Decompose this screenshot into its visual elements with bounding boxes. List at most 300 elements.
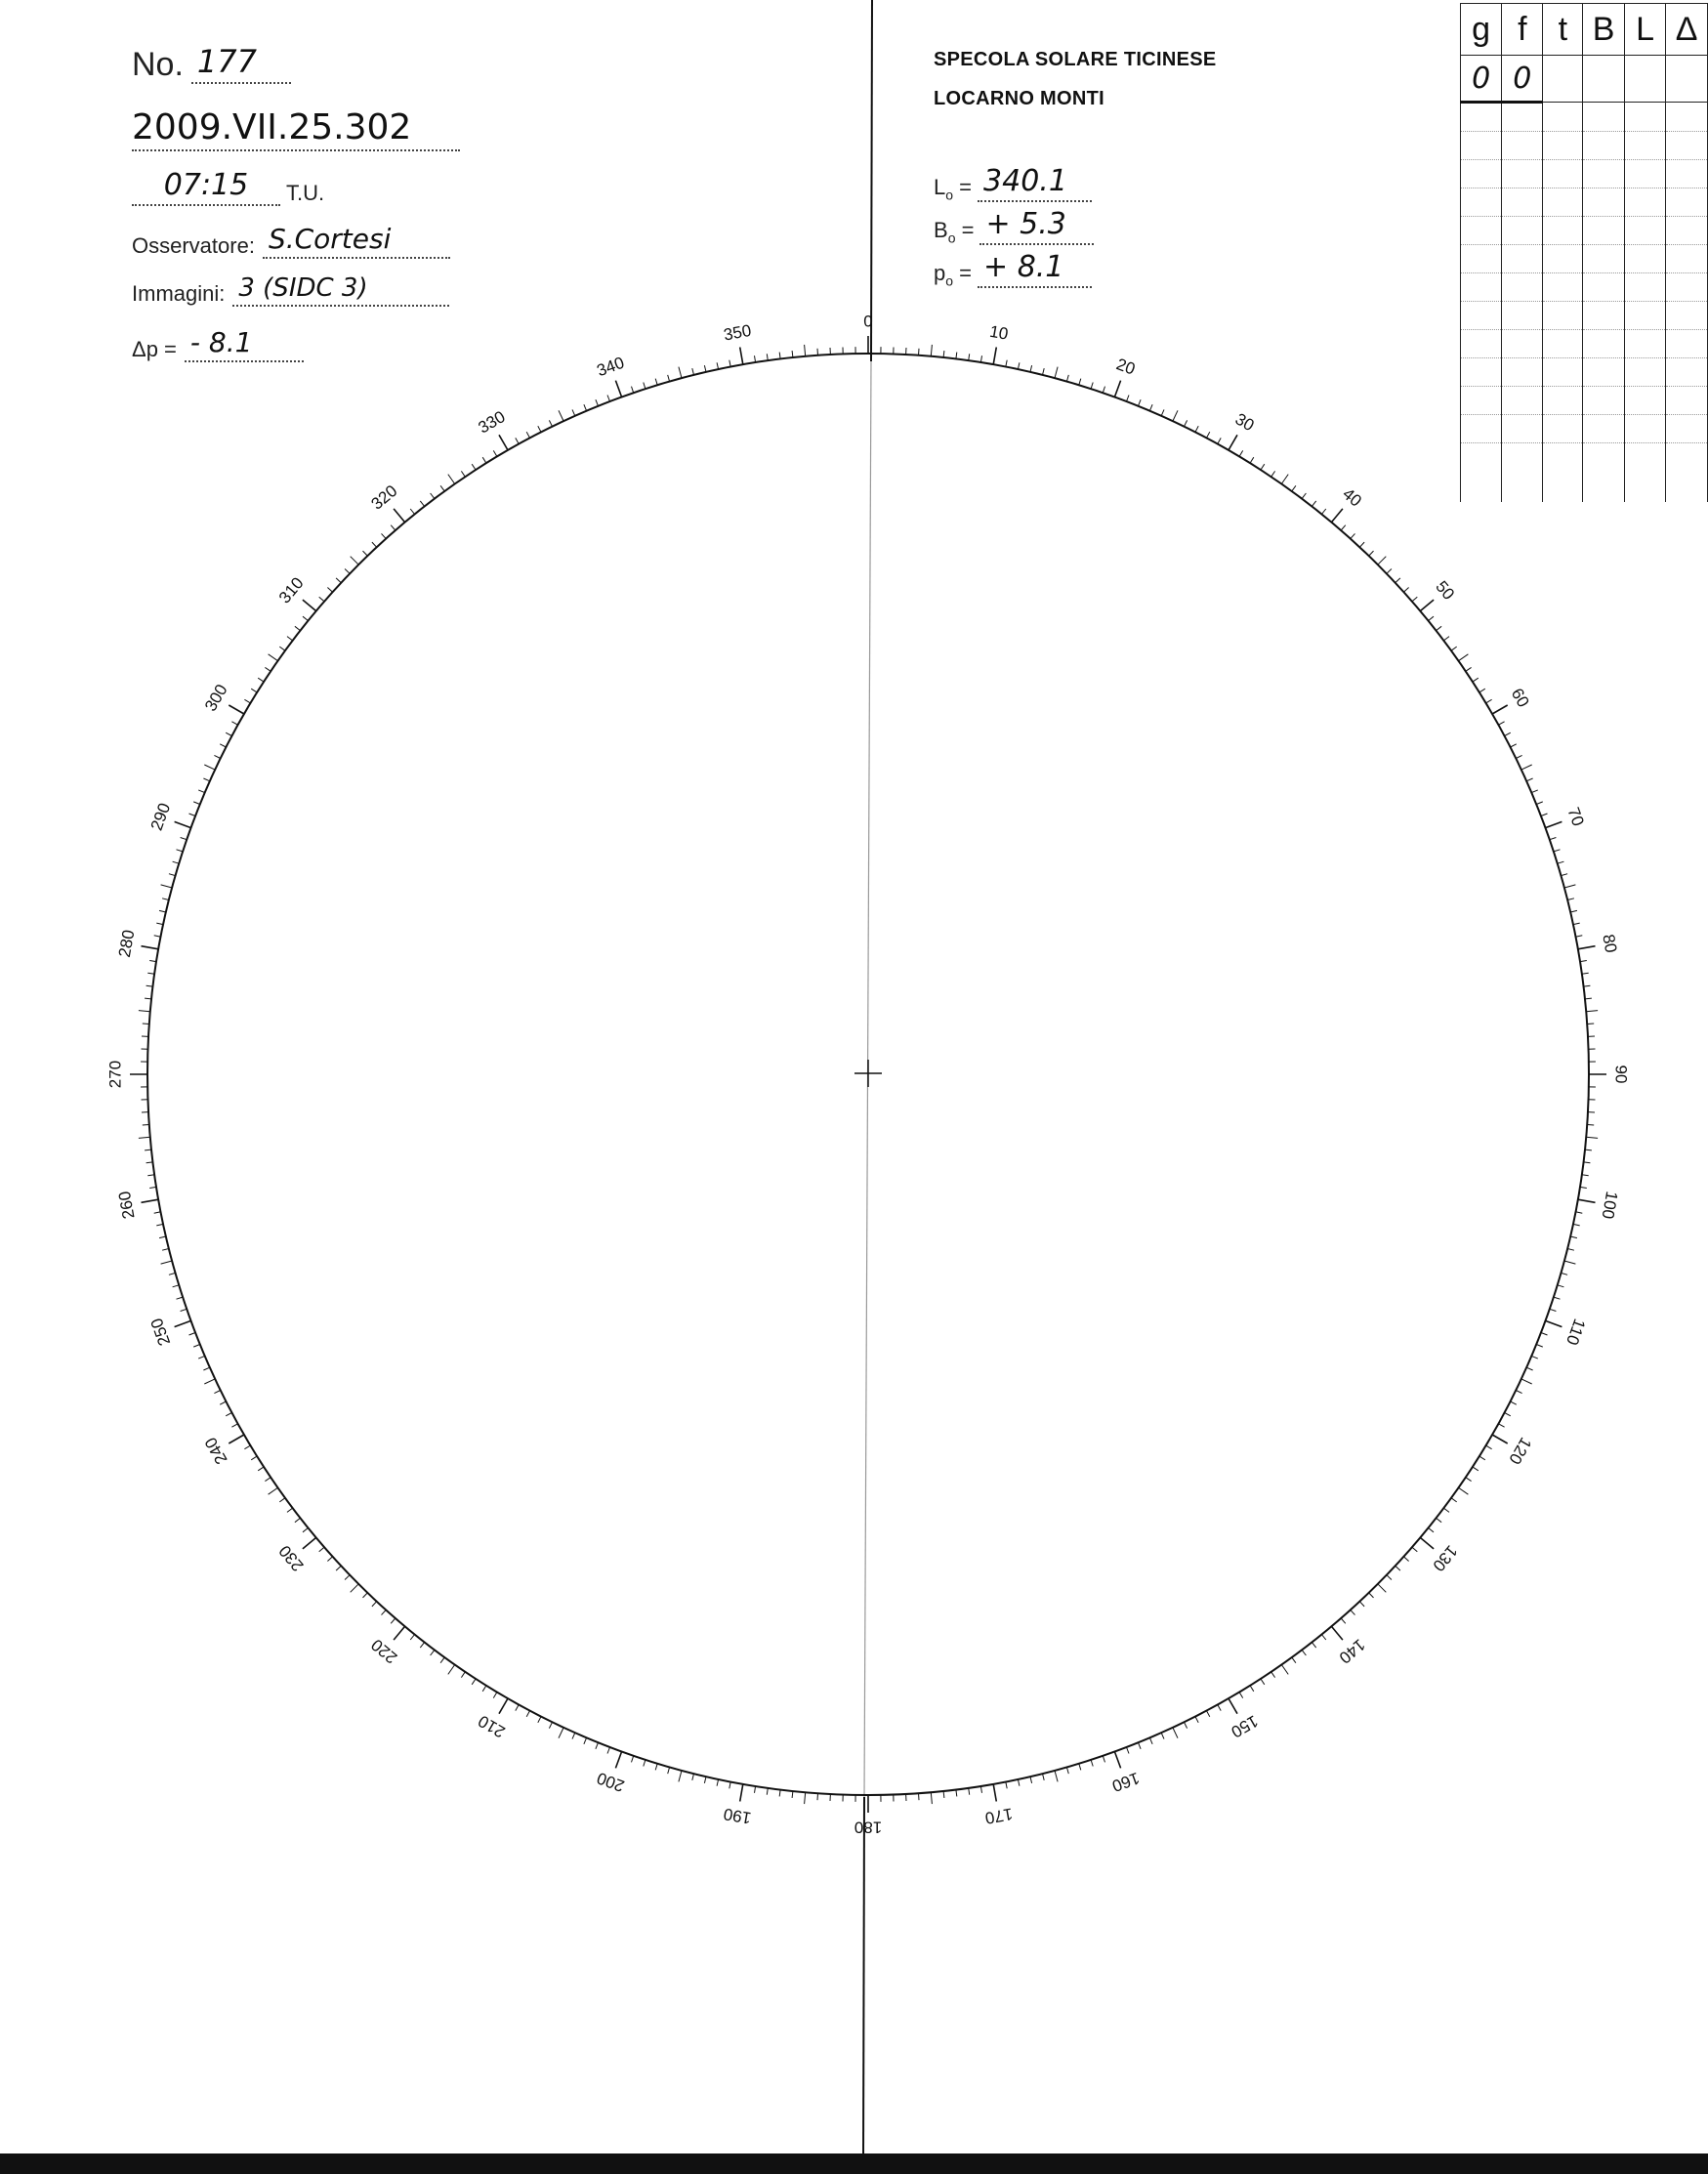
- dial-tick: [1437, 1518, 1442, 1522]
- dial-tick: [319, 597, 324, 602]
- dial-label-130: 130: [1429, 1541, 1462, 1575]
- dial-tick: [269, 1487, 278, 1494]
- dial-tick: [327, 588, 332, 593]
- dial-tick: [1127, 396, 1130, 402]
- dial-tick: [1321, 1635, 1325, 1641]
- dial-tick: [956, 353, 957, 359]
- dial-tick: [244, 699, 250, 703]
- dial-tick: [956, 1790, 957, 1797]
- table-header-g: g: [1461, 4, 1502, 56]
- dial-label-80: 80: [1599, 933, 1621, 955]
- dial-tick: [265, 667, 271, 671]
- dial-tick: [1561, 1273, 1567, 1275]
- dial-label-160: 160: [1109, 1768, 1143, 1796]
- dial-tick: [169, 874, 176, 876]
- dial-tick: [1585, 998, 1592, 999]
- dial-tick: [143, 1125, 149, 1126]
- dial-tick: [229, 705, 244, 714]
- dial-tick: [1550, 838, 1557, 840]
- dial-tick: [1250, 1686, 1254, 1692]
- dial-tick: [1341, 1618, 1346, 1623]
- disk-center-cross: [854, 1060, 882, 1087]
- dial-tick: [549, 420, 552, 426]
- table-header-B: B: [1583, 4, 1625, 56]
- dial-tick: [1578, 1199, 1596, 1202]
- dial-tick: [692, 1774, 694, 1780]
- dial-tick: [220, 1401, 226, 1404]
- dial-tick: [679, 1771, 682, 1782]
- dial-tick: [1292, 1657, 1296, 1663]
- dial-tick: [1359, 542, 1364, 547]
- dial-tick: [1378, 1584, 1387, 1593]
- record-number-label: No.: [132, 46, 184, 83]
- dial-tick: [1564, 885, 1576, 888]
- dial-tick: [1420, 600, 1434, 611]
- dial-tick: [767, 354, 768, 360]
- dial-tick: [1250, 457, 1254, 463]
- dial-tick: [1103, 1756, 1104, 1763]
- dial-tick: [1554, 1297, 1561, 1299]
- dial-tick: [1582, 1175, 1589, 1176]
- dial-tick: [461, 471, 465, 477]
- table-cell-g[interactable]: 0: [1461, 56, 1502, 103]
- dial-tick: [162, 1249, 169, 1251]
- record-number-value[interactable]: 177: [191, 43, 291, 84]
- dial-label-250: 250: [146, 1316, 175, 1349]
- dial-label-220: 220: [367, 1635, 401, 1668]
- dial-tick: [559, 1728, 563, 1738]
- dial-tick: [1526, 1367, 1532, 1370]
- dial-tick: [156, 923, 163, 925]
- L0-subscript: o: [945, 187, 954, 202]
- dial-tick: [1387, 569, 1392, 574]
- dial-tick: [1139, 399, 1142, 406]
- dial-tick: [279, 647, 285, 650]
- dial-tick: [1473, 678, 1479, 682]
- dial-tick: [204, 765, 215, 770]
- dial-tick: [482, 1686, 486, 1692]
- dial-tick: [729, 1781, 730, 1788]
- delta-p-value[interactable]: - 8.1: [185, 326, 304, 362]
- dial-tick: [1492, 705, 1508, 714]
- dial-tick: [919, 349, 920, 355]
- dial-tick: [1066, 375, 1068, 382]
- dial-tick: [1584, 1162, 1591, 1163]
- dial-tick: [345, 1575, 350, 1580]
- dial-tick: [717, 1779, 719, 1786]
- dial-tick: [265, 1478, 271, 1482]
- dial-tick: [1573, 923, 1580, 925]
- dial-tick: [147, 1175, 154, 1176]
- dial-tick: [431, 493, 435, 499]
- dial-label-270: 270: [105, 1060, 125, 1089]
- central-meridian-top: [871, 0, 872, 361]
- dial-tick: [145, 998, 151, 999]
- dial-tick: [244, 1445, 250, 1449]
- dial-label-120: 120: [1505, 1434, 1536, 1468]
- dial-tick: [931, 1792, 932, 1804]
- dial-tick: [1466, 667, 1472, 671]
- dial-tick: [287, 637, 293, 641]
- dial-tick: [472, 1679, 476, 1685]
- dial-tick: [1114, 1752, 1120, 1769]
- dial-label-320: 320: [367, 481, 401, 514]
- dial-tick: [1018, 362, 1020, 369]
- dial-tick: [1351, 1610, 1355, 1614]
- dial-tick: [755, 1786, 756, 1793]
- dial-label-110: 110: [1562, 1316, 1590, 1348]
- dial-label-150: 150: [1228, 1711, 1262, 1742]
- dial-tick: [251, 1456, 257, 1460]
- dial-tick: [559, 410, 563, 421]
- dial-tick: [372, 542, 377, 547]
- dial-tick: [817, 349, 818, 355]
- dial-tick: [231, 722, 237, 725]
- dial-tick: [1403, 1557, 1408, 1562]
- dial-tick: [372, 1602, 377, 1607]
- dial-tick: [1492, 1435, 1508, 1443]
- dial-tick: [287, 1508, 293, 1512]
- dial-tick: [251, 689, 257, 692]
- dial-tick: [175, 821, 191, 827]
- dial-tick: [1429, 1527, 1435, 1531]
- dial-tick: [149, 1187, 156, 1188]
- dial-tick: [231, 1424, 237, 1427]
- dial-tick: [792, 351, 793, 357]
- observer-value[interactable]: S.Cortesi: [263, 223, 450, 259]
- dial-tick: [655, 379, 657, 386]
- dial-tick: [146, 1162, 153, 1163]
- dial-tick: [226, 1413, 231, 1416]
- dial-tick: [382, 533, 387, 538]
- dial-tick: [644, 1760, 646, 1767]
- dial-tick: [1239, 450, 1243, 456]
- dial-tick: [1570, 910, 1577, 912]
- dial-tick: [805, 345, 806, 356]
- dial-tick: [1292, 485, 1296, 491]
- dial-tick: [319, 1547, 324, 1552]
- p0-value[interactable]: + 8.1: [978, 250, 1092, 288]
- dial-tick: [1459, 1487, 1469, 1494]
- dial-tick: [632, 1756, 634, 1763]
- dial-tick: [1505, 1413, 1511, 1416]
- dial-label-300: 300: [200, 681, 231, 715]
- dial-tick: [740, 1784, 743, 1802]
- dial-tick: [943, 1791, 944, 1798]
- dial-tick: [969, 1788, 970, 1795]
- dial-tick: [226, 732, 231, 735]
- dial-tick: [1541, 1333, 1548, 1336]
- dial-tick: [1437, 626, 1442, 630]
- dial-tick: [482, 457, 486, 463]
- dial-tick: [1546, 821, 1562, 827]
- dial-tick: [1575, 936, 1582, 937]
- dial-label-240: 240: [200, 1434, 231, 1468]
- dial-tick: [363, 1593, 368, 1598]
- dial-tick: [526, 1711, 529, 1717]
- dial-tick: [1499, 722, 1505, 725]
- delta-p-label: Δp =: [132, 337, 177, 361]
- dial-tick: [1582, 973, 1589, 974]
- dial-tick: [173, 1285, 180, 1287]
- dial-tick: [1473, 1467, 1479, 1471]
- dial-tick: [1218, 1705, 1221, 1711]
- dial-tick: [1207, 1711, 1210, 1717]
- images-value[interactable]: 3 (SIDC 3): [232, 273, 449, 307]
- dial-tick: [189, 1333, 196, 1336]
- dial-tick: [204, 1379, 215, 1384]
- dial-tick: [1378, 557, 1387, 565]
- dial-tick: [1331, 509, 1343, 523]
- dial-tick: [1387, 1575, 1392, 1580]
- dial-tick: [1550, 1309, 1557, 1311]
- dial-tick: [1006, 360, 1007, 367]
- time-suffix: T.U.: [286, 181, 325, 205]
- dial-tick: [931, 345, 932, 356]
- dial-tick: [156, 1224, 163, 1226]
- dial-tick: [1091, 383, 1093, 390]
- dial-tick: [181, 1309, 187, 1311]
- dial-tick: [159, 910, 166, 912]
- dial-tick: [1055, 367, 1058, 379]
- dial-tick: [420, 1643, 424, 1649]
- dial-tick: [980, 355, 981, 362]
- dial-tick: [632, 387, 634, 394]
- dial-tick: [584, 404, 587, 411]
- dial-tick: [214, 1391, 220, 1394]
- dial-tick: [175, 1320, 191, 1326]
- dial-tick: [303, 1527, 309, 1531]
- dial-label-20: 20: [1113, 355, 1138, 379]
- dial-tick: [668, 375, 670, 382]
- dial-tick: [1443, 637, 1449, 641]
- dial-tick: [269, 654, 278, 661]
- dial-tick: [1578, 946, 1596, 949]
- dial-tick: [1536, 802, 1543, 805]
- dial-tick: [161, 885, 173, 888]
- dial-tick: [993, 348, 996, 365]
- dial-tick: [169, 1273, 176, 1275]
- dial-tick: [177, 850, 184, 852]
- table-header-L: L: [1625, 4, 1666, 56]
- dial-tick: [1312, 1643, 1315, 1649]
- dial-tick: [717, 362, 719, 369]
- dial-tick: [1149, 404, 1152, 411]
- dial-tick: [1341, 525, 1346, 530]
- dial-tick: [1302, 493, 1306, 499]
- dial-tick: [147, 973, 154, 974]
- dial-label-280: 280: [114, 928, 139, 959]
- dial-tick: [1531, 1356, 1538, 1359]
- observatory-name: SPECOLA SOLARE TICINESE: [934, 49, 1217, 70]
- dial-tick: [1218, 438, 1221, 443]
- dial-tick: [1331, 1626, 1343, 1640]
- dial-tick: [258, 678, 264, 682]
- dial-tick: [1369, 551, 1374, 556]
- dial-tick: [1546, 1320, 1562, 1326]
- dial-label-230: 230: [274, 1541, 308, 1575]
- images-label: Immagini:: [132, 281, 226, 306]
- dial-tick: [1587, 1125, 1594, 1126]
- dial-tick: [1570, 1236, 1577, 1238]
- dial-tick: [1499, 1424, 1505, 1427]
- dial-tick: [1261, 464, 1265, 470]
- dial-tick: [1043, 368, 1045, 375]
- dial-tick: [919, 1793, 920, 1800]
- dial-tick: [805, 1792, 806, 1804]
- dial-tick: [1055, 1771, 1058, 1782]
- dial-tick: [1403, 588, 1408, 593]
- dial-tick: [146, 985, 153, 986]
- dial-tick: [1575, 1212, 1582, 1213]
- B0-symbol: B: [934, 217, 948, 242]
- dial-tick: [596, 1742, 599, 1749]
- dial-tick: [1127, 1747, 1130, 1754]
- dial-tick: [499, 1698, 508, 1714]
- time-value[interactable]: 07:15: [132, 168, 280, 206]
- dial-tick: [149, 961, 156, 962]
- dial-tick: [472, 464, 476, 470]
- dial-tick: [1351, 533, 1355, 538]
- dial-tick: [142, 946, 159, 949]
- dial-tick: [410, 509, 414, 515]
- dial-tick: [295, 1518, 301, 1522]
- dial-tick: [499, 435, 508, 450]
- dial-tick: [792, 1791, 793, 1798]
- dial-label-200: 200: [594, 1768, 627, 1796]
- dial-label-90: 90: [1611, 1065, 1631, 1084]
- dial-tick: [440, 1657, 444, 1663]
- dial-tick: [1586, 1137, 1598, 1138]
- dial-tick: [526, 432, 529, 438]
- dial-tick: [538, 426, 541, 432]
- dial-tick: [1359, 1602, 1364, 1607]
- dial-tick: [779, 1790, 780, 1797]
- dial-tick: [303, 616, 309, 620]
- dial-tick: [644, 383, 646, 390]
- dial-tick: [1091, 1760, 1093, 1767]
- dial-tick: [1479, 1456, 1485, 1460]
- dial-tick: [203, 778, 209, 781]
- dial-tick: [1018, 1779, 1020, 1786]
- dial-tick: [969, 354, 970, 360]
- dial-tick: [1396, 1566, 1400, 1570]
- table-header-t: t: [1543, 4, 1583, 56]
- dial-tick: [1079, 379, 1081, 386]
- table-header-delta: Δ: [1666, 4, 1708, 56]
- dial-label-330: 330: [475, 406, 509, 438]
- dial-tick: [1195, 1717, 1198, 1723]
- dial-tick: [1521, 1379, 1532, 1384]
- dial-label-190: 190: [722, 1804, 753, 1828]
- dial-tick: [303, 600, 316, 611]
- dial-tick: [615, 1752, 621, 1769]
- dial-tick: [1459, 654, 1469, 661]
- dial-tick: [538, 1717, 541, 1723]
- dial-tick: [1451, 647, 1457, 650]
- dial-tick: [1567, 1249, 1574, 1251]
- dial-tick: [154, 936, 161, 937]
- dial-tick: [1229, 435, 1237, 450]
- scan-edge-bar: [0, 2153, 1708, 2174]
- dial-tick: [607, 1747, 610, 1754]
- dial-tick: [1239, 1693, 1243, 1698]
- dial-tick: [351, 1584, 359, 1593]
- dial-tick: [615, 381, 621, 397]
- dial-tick: [1312, 501, 1315, 507]
- L0-symbol: L: [934, 174, 946, 199]
- dial-tick: [740, 348, 743, 365]
- dial-tick: [198, 1356, 205, 1359]
- dial-tick: [1573, 1224, 1580, 1226]
- dial-tick: [549, 1722, 552, 1728]
- dial-label-10: 10: [987, 321, 1010, 344]
- dial-tick: [327, 1557, 332, 1562]
- dial-tick: [1526, 778, 1532, 781]
- dial-tick: [704, 1777, 706, 1783]
- dial-tick: [1043, 1774, 1045, 1780]
- B0-value[interactable]: + 5.3: [979, 207, 1094, 245]
- dial-tick: [704, 365, 706, 372]
- dial-tick: [572, 1733, 575, 1738]
- dial-tick: [767, 1788, 768, 1795]
- dial-tick: [1302, 1650, 1306, 1655]
- dial-tick: [1531, 790, 1538, 793]
- observer-label: Osservatore:: [132, 233, 255, 258]
- dial-tick: [142, 1199, 159, 1202]
- dial-tick: [1558, 861, 1564, 863]
- dial-tick: [668, 1767, 670, 1774]
- dial-tick: [173, 861, 180, 863]
- dial-tick: [1195, 426, 1198, 432]
- dial-tick: [729, 360, 730, 367]
- dial-tick: [448, 1665, 455, 1675]
- dial-tick: [493, 450, 497, 456]
- dial-label-350: 350: [722, 320, 753, 345]
- dial-tick: [1486, 699, 1492, 703]
- dial-tick: [161, 1261, 173, 1264]
- dial-tick: [303, 1537, 316, 1549]
- dial-tick: [1412, 597, 1417, 602]
- dial-label-310: 310: [274, 573, 308, 607]
- dial-tick: [1207, 432, 1210, 438]
- dial-tick: [679, 367, 682, 379]
- date-value[interactable]: 2009.VII.25.302: [132, 107, 460, 151]
- p0-subscript: o: [945, 272, 954, 288]
- dial-tick: [193, 802, 200, 805]
- dial-tick: [1229, 1698, 1237, 1714]
- dial-tick: [1161, 1733, 1164, 1738]
- dial-tick: [1281, 475, 1288, 484]
- dial-tick: [1066, 1767, 1068, 1774]
- dial-tick: [1173, 410, 1178, 421]
- dial-tick: [596, 399, 599, 406]
- dial-tick: [1479, 689, 1485, 692]
- dial-tick: [351, 557, 359, 565]
- dial-tick: [198, 790, 205, 793]
- dial-tick: [181, 838, 187, 840]
- dial-label-60: 60: [1507, 685, 1533, 711]
- dial-label-340: 340: [594, 353, 627, 381]
- dial-label-170: 170: [983, 1804, 1015, 1828]
- dial-tick: [1511, 1401, 1517, 1404]
- p0-label: $p_o$ =: [934, 260, 973, 288]
- L0-value[interactable]: 340.1: [978, 164, 1092, 202]
- table-cell-f[interactable]: 0: [1502, 56, 1543, 103]
- dial-tick: [1281, 1665, 1288, 1675]
- dial-label-180: 180: [854, 1818, 883, 1837]
- dial-tick: [1486, 1445, 1492, 1449]
